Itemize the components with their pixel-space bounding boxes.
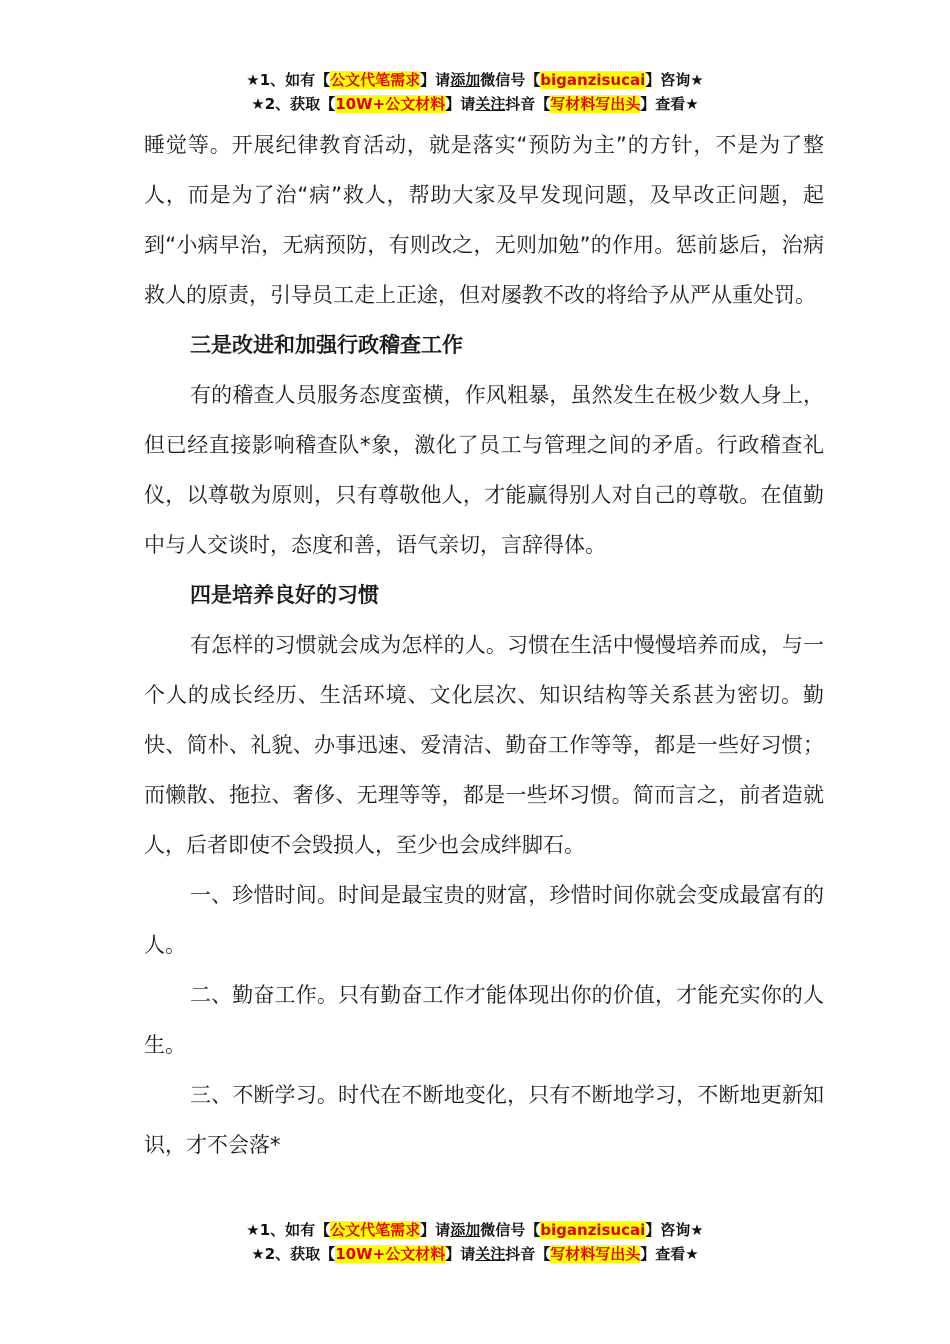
- footer-banner: [0, 1218, 950, 1266]
- section-heading: 四是培养良好的习惯: [190, 583, 379, 607]
- paragraph: 有的稽查人员服务态度蛮横，作风粗暴，虽然发生在极少数人身上，但已经直接影响稽查队*象，激化了员工与管理之间的矛盾。行政稽查礼仪，以尊敬为原则，只有尊敬他人，才能赢得别人对自己的尊敬。在值勤中与人交谈时，态度和善，语气亲切，言辞得体。: [144, 383, 824, 557]
- section-heading: 三是改进和加强行政稽查工作: [190, 333, 463, 357]
- banner-text: ★1、如有【: [246, 1221, 331, 1239]
- banner-text: 微信号【: [480, 1221, 541, 1239]
- underlined-text: 关注: [475, 95, 506, 113]
- banner-line-1: [0, 68, 950, 92]
- banner-text: 】请: [445, 95, 476, 113]
- underlined-text: 添加: [450, 71, 481, 89]
- banner-text: 】查看★: [640, 95, 699, 113]
- banner-text: 】咨询★: [645, 71, 704, 89]
- banner-text: 】请: [420, 1221, 451, 1239]
- list-item: 一、珍惜时间。时间是最宝贵的财富，珍惜时间你就会变成最富有的人。: [144, 883, 824, 957]
- highlight-materials: 10W+公文材料: [335, 95, 446, 113]
- banner-text: 】查看★: [640, 1245, 699, 1263]
- highlight-douyin-account: 写材料写出头: [550, 1245, 641, 1263]
- banner-text: 抖音【: [505, 95, 551, 113]
- banner-line-2: [0, 1242, 950, 1266]
- banner-text: 】请: [445, 1245, 476, 1263]
- highlight-service: 公文代笔需求: [330, 71, 421, 89]
- header-banner: [0, 68, 950, 116]
- highlight-wechat-id: biganzisucai: [540, 71, 646, 89]
- highlight-douyin-account: 写材料写出头: [550, 95, 641, 113]
- banner-text: ★2、获取【: [251, 95, 336, 113]
- banner-text: ★1、如有【: [246, 71, 331, 89]
- highlight-wechat-id: biganzisucai: [540, 1221, 646, 1239]
- banner-text: 微信号【: [480, 71, 541, 89]
- banner-text: 】请: [420, 71, 451, 89]
- banner-text: ★2、获取【: [251, 1245, 336, 1263]
- banner-line-1: [0, 1218, 950, 1242]
- underlined-text: 关注: [475, 1245, 506, 1263]
- banner-text: 】咨询★: [645, 1221, 704, 1239]
- list-item: 二、勤奋工作。只有勤奋工作才能体现出你的价值，才能充实你的人生。: [144, 983, 824, 1057]
- underlined-text: 添加: [450, 1221, 481, 1239]
- paragraph: 有怎样的习惯就会成为怎样的人。习惯在生活中慢慢培养而成，与一个人的成长经历、生活环境、文化层次、知识结构等关系甚为密切。勤快、简朴、礼貌、办事迅速、爱清洁、勤奋工作等等，都是一些好习惯；而懒散、拖拉、奢侈、无理等等，都是一些坏习惯。简而言之，前者造就人，后者即使不会毁损人，至少也会成绊脚石。: [144, 633, 824, 857]
- banner-text: 抖音【: [505, 1245, 551, 1263]
- document-body: [144, 120, 824, 1170]
- highlight-materials: 10W+公文材料: [335, 1245, 446, 1263]
- paragraph: 睡觉等。开展纪律教育活动，就是落实“预防为主”的方针，不是为了整人，而是为了治“病”救人，帮助大家及早发现问题，及早改正问题，起到“小病早治，无病预防，有则改之，无则加勉”的作用。惩前毖后，治病救人的原责，引导员工走上正途，但对屡教不改的将给予从严从重处罚。: [144, 133, 824, 307]
- list-item: 三、不断学习。时代在不断地变化，只有不断地学习，不断地更新知识，才不会落*: [144, 1083, 824, 1157]
- highlight-service: 公文代笔需求: [330, 1221, 421, 1239]
- banner-line-2: [0, 92, 950, 116]
